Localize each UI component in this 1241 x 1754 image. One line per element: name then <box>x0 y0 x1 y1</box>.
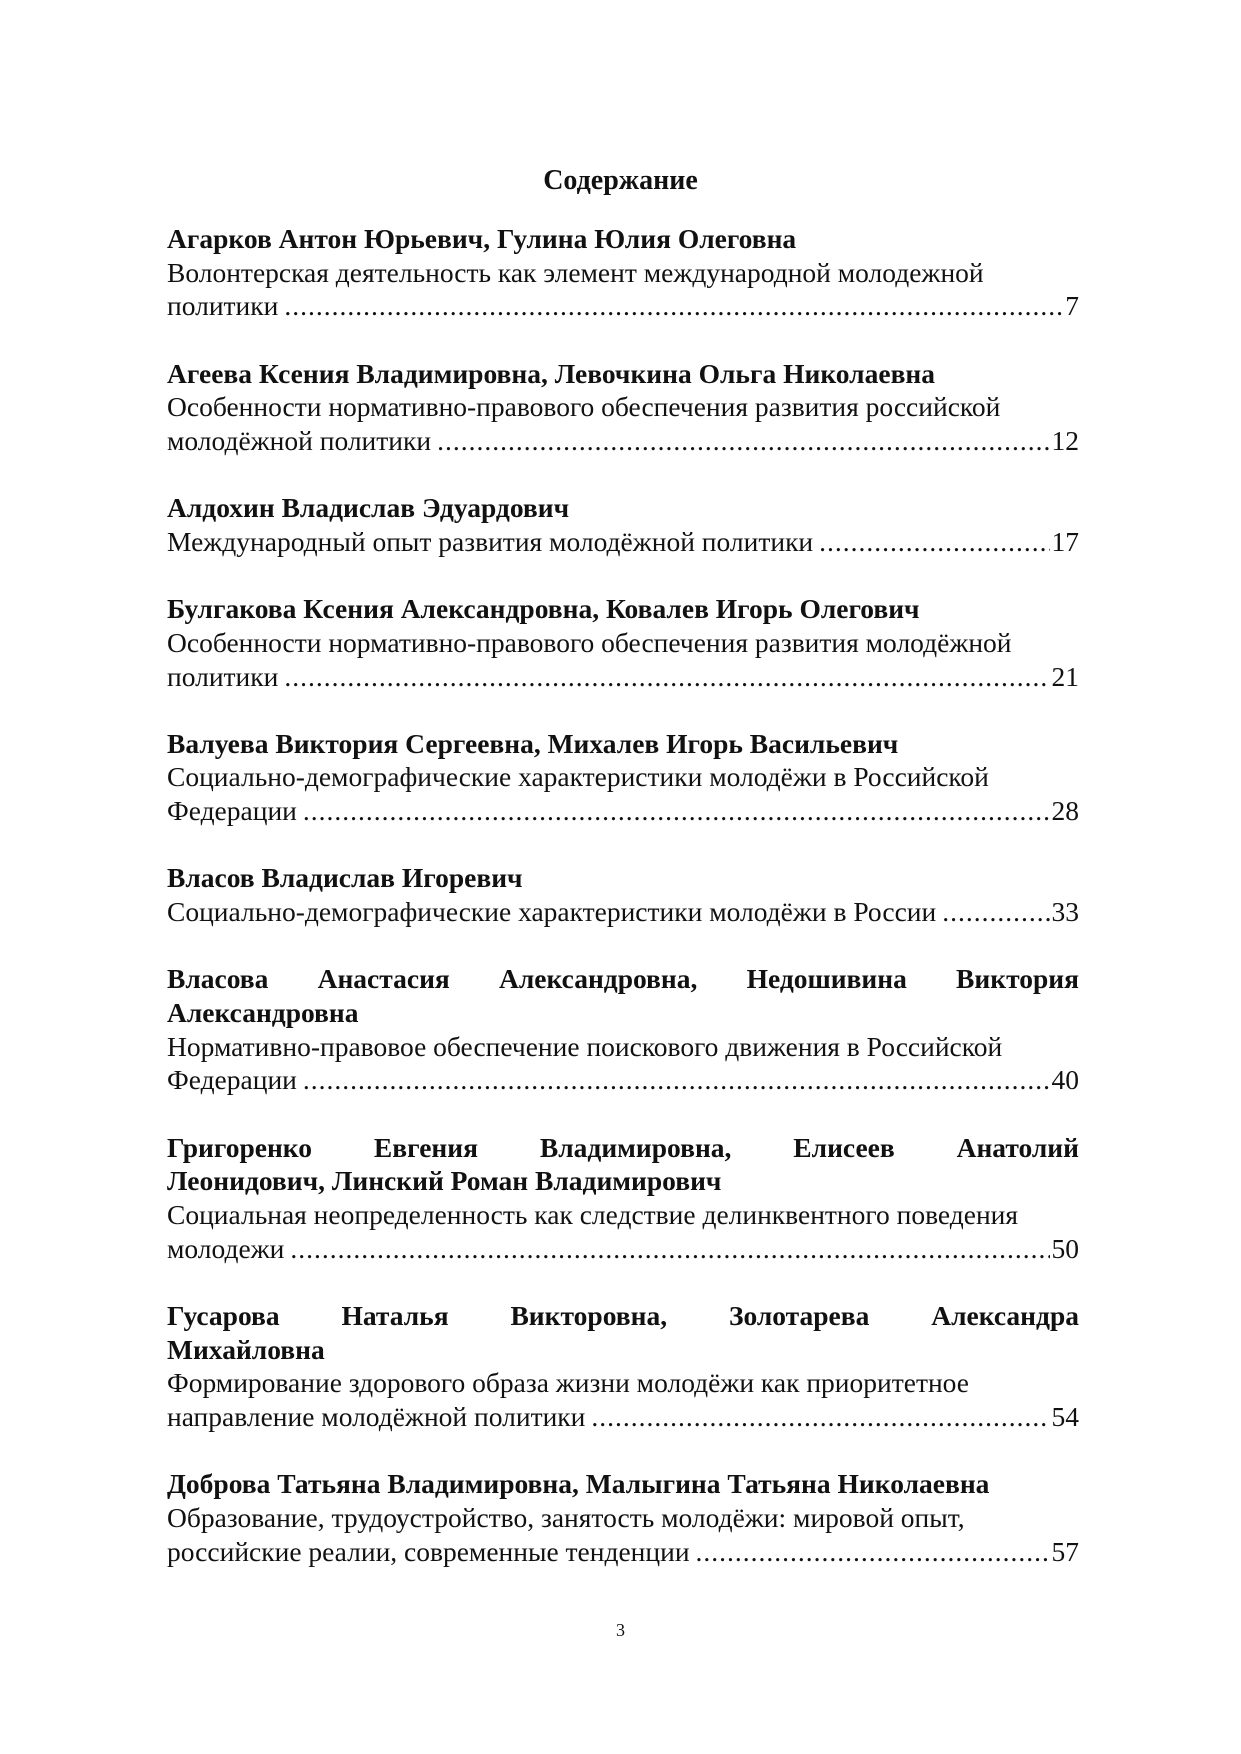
entry-title-line[interactable] <box>167 895 1079 929</box>
entry-authors: Агарков Антон Юрьевич, Гулина Юлия Олеговна <box>167 223 797 254</box>
entry-authors: Гусарова Наталья Викторовна, Золотарева Александра <box>167 1299 1079 1331</box>
entry-title-line[interactable] <box>167 1232 1079 1266</box>
entry-title-line[interactable] <box>167 1535 1079 1569</box>
entry-authors: Власова Анастасия Александровна, Недошивина Виктория <box>167 963 1079 995</box>
entry-authors: Булгакова Ксения Александровна, Ковалев Игорь Олегович <box>167 593 920 625</box>
entry-title-end: политики <box>167 290 279 322</box>
entry-page-number: 21 <box>1051 660 1079 692</box>
page-number: 3 <box>616 1620 625 1640</box>
entry-title: Образование, трудоустройство, занятость молодёжи: мировой опыт, <box>167 1501 965 1533</box>
dot-leader <box>696 1535 1050 1569</box>
dot-leader <box>942 895 1049 929</box>
entry-title-line[interactable] <box>167 289 1079 323</box>
entry-title: Особенности нормативно-правового обеспечения развития российской <box>167 391 1001 423</box>
entry-title-end: Федерации <box>167 1064 297 1096</box>
toc-entry <box>167 962 1079 1097</box>
toc-entry <box>167 222 1079 323</box>
dot-leader <box>303 1063 1050 1097</box>
entry-title: Социальная неопределенность как следствие делинквентного поведения <box>167 1198 1019 1230</box>
entry-page-number: 33 <box>1051 896 1079 928</box>
entry-authors: Григоренко Евгения Владимировна, Елисеев Анатолий <box>167 1131 1079 1163</box>
dot-leader <box>303 794 1050 828</box>
toc-entry <box>167 1131 1079 1266</box>
entry-authors: Власов Владислав Игоревич <box>167 862 523 894</box>
entry-title-line[interactable] <box>167 660 1079 694</box>
entry-title-line[interactable] <box>167 424 1079 458</box>
toc-entry <box>167 1467 1079 1568</box>
entry-title-end: молодёжной политики <box>167 425 432 457</box>
dot-leader <box>290 1232 1049 1266</box>
entry-page-number: 12 <box>1051 425 1079 457</box>
entry-authors-continued: Александровна <box>167 996 359 1028</box>
entry-authors: Агеева Ксения Владимировна, Левочкина Ольга Николаевна <box>167 357 936 389</box>
toc-entry <box>167 727 1079 828</box>
dot-leader <box>819 525 1049 559</box>
entry-title: Нормативно-правовое обеспечение поискового движения в Российской <box>167 1030 1003 1062</box>
entry-page-number: 40 <box>1051 1064 1079 1096</box>
entry-title-line[interactable] <box>167 1400 1079 1434</box>
entry-authors-continued: Михайловна <box>167 1333 325 1365</box>
entry-title-end: политики <box>167 660 279 692</box>
entry-title-end: российские реалии, современные тенденции <box>167 1535 690 1567</box>
page-title: Содержание <box>543 165 698 196</box>
dot-leader <box>284 660 1049 694</box>
entry-title-line[interactable] <box>167 1063 1079 1097</box>
toc-entry <box>167 491 1079 558</box>
table-of-contents <box>167 222 1079 1568</box>
entry-title: Формирование здорового образа жизни молодёжи как приоритетное <box>167 1367 969 1399</box>
entry-title-end: Социально-демографические характеристики молодёжи в России <box>167 896 937 928</box>
entry-page-number: 28 <box>1051 795 1079 827</box>
toc-entry <box>167 861 1079 928</box>
entry-title: Особенности нормативно-правового обеспечения развития молодёжной <box>167 626 1012 658</box>
toc-entry <box>167 592 1079 693</box>
entry-title-end: направление молодёжной политики <box>167 1400 586 1432</box>
toc-entry <box>167 357 1079 458</box>
dot-leader <box>437 424 1049 458</box>
entry-authors-continued: Леонидович, Линский Роман Владимирович <box>167 1165 722 1197</box>
entry-page-number: 50 <box>1051 1232 1079 1264</box>
entry-title: Волонтерская деятельность как элемент международной молодежной <box>167 256 984 288</box>
entry-authors: Валуева Виктория Сергеевна, Михалев Игорь Васильевич <box>167 727 899 759</box>
dot-leader <box>591 1400 1049 1434</box>
entry-title-end: Международный опыт развития молодёжной политики <box>167 525 814 557</box>
entry-title-end: Федерации <box>167 795 297 827</box>
entry-authors: Алдохин Владислав Эдуардович <box>167 492 570 524</box>
entry-page-number: 17 <box>1051 525 1079 557</box>
entry-page-number: 57 <box>1051 1535 1079 1567</box>
entry-title-line[interactable] <box>167 794 1079 828</box>
toc-entry <box>167 1299 1079 1434</box>
entry-authors: Доброва Татьяна Владимировна, Малыгина Татьяна Николаевна <box>167 1468 990 1500</box>
entry-title-line[interactable] <box>167 525 1079 559</box>
entry-page-number: 7 <box>1065 290 1079 322</box>
entry-title-end: молодежи <box>167 1232 285 1264</box>
entry-page-number: 54 <box>1051 1400 1079 1432</box>
dot-leader <box>284 289 1063 323</box>
entry-title: Социально-демографические характеристики молодёжи в Российской <box>167 761 989 793</box>
